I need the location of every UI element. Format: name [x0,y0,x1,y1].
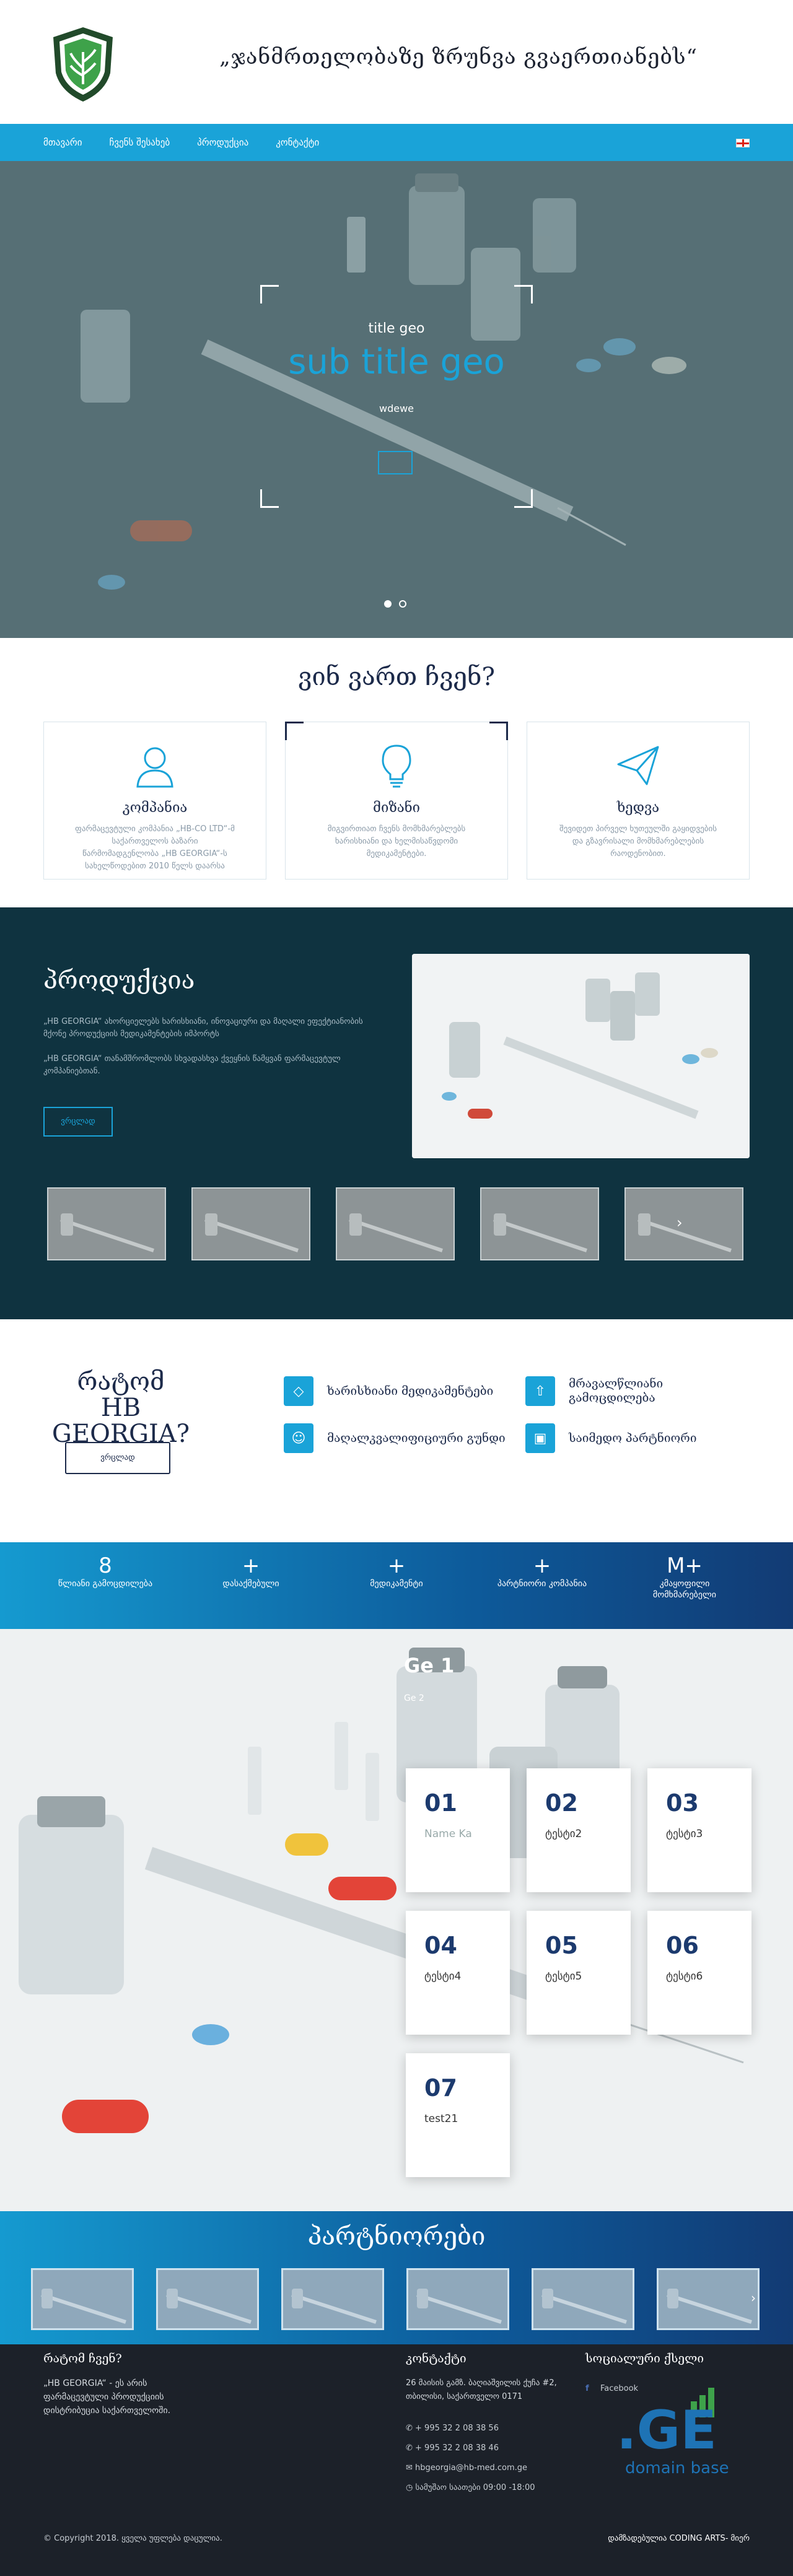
partner-logo[interactable] [31,2268,134,2330]
service-card-text: ტესტი2 [545,1828,582,1840]
stat-label: პარტნიორი კომპანია [497,1579,587,1589]
services-section [0,1629,793,2211]
stat-label: მედიკამენტი [370,1579,423,1589]
partner-logo[interactable] [406,2268,509,2330]
service-card-text: ტესტი5 [545,1970,582,1983]
feature-item [525,1423,696,1453]
service-card[interactable] [647,1911,751,2035]
stat-label: კმაყოფილი მომხმარებელი [652,1579,717,1600]
feature-item [284,1376,493,1406]
card-corner [489,722,508,740]
about-card-title: კომპანია [122,800,188,816]
footer-email[interactable] [406,2463,527,2473]
phone-icon: ✆ [406,2424,416,2433]
paper-plane-icon [613,741,663,790]
partner-logo[interactable] [156,2268,259,2330]
briefcase-icon: ▣ [525,1423,555,1453]
service-card-number: 01 [424,1789,457,1817]
about-card-company [43,722,266,880]
product-thumbnail[interactable] [336,1187,455,1260]
footer-contact-title: კონტაქტი [406,2352,467,2365]
service-card-text: ტესტი4 [424,1970,462,1983]
stat-value: + [387,1553,406,1578]
feature-label: მრავალწლიანი გამოცდილება [569,1377,664,1405]
footer-why-title: რატომ ჩვენ? [43,2352,122,2365]
stat-item [623,1553,747,1600]
footer-address: 26 მაისის გამზ. ბაღიაშვილის ქუჩა #2, თბილისი, საქართველო 0171 [406,2378,557,2401]
service-card-number: 07 [424,2074,457,2102]
about-section [0,638,793,907]
product-thumbnail[interactable] [480,1187,599,1260]
service-card-number: 03 [666,1789,699,1817]
slider-dot[interactable] [384,600,392,608]
svg-text:.GE: .GE [616,2399,717,2461]
user-upload-icon: ⇧ [525,1376,555,1406]
footer-phone-1[interactable] [406,2424,499,2433]
products-text-1: „HB GEORGIA“ ახორციელებს ხარისხიანი, ინოვაციური და მაღალი ეფექტიანობის მქონე პროდუქციის მედიკამენტების იმპორტს [43,1017,363,1039]
service-card[interactable] [406,2053,510,2177]
products-main-image[interactable] [412,954,750,1158]
feature-label: მაღალკვალიფიციური გუნდი [327,1431,506,1445]
georgia-flag-icon[interactable] [736,139,750,147]
nav-item-about[interactable]: ჩვენს შესახებ [109,137,170,148]
service-card-number: 02 [545,1789,578,1817]
service-card-text: ტესტი6 [666,1970,703,1983]
feature-item [284,1423,506,1453]
stat-value: + [533,1553,551,1578]
why-section [0,1319,793,1542]
footer-phone-2[interactable] [406,2443,499,2453]
service-card-text: ტესტი3 [666,1828,703,1840]
stat-value: M+ [667,1553,703,1578]
service-card-number: 04 [424,1932,457,1959]
frame-corner [514,489,533,508]
stat-label: დასაქმებული [222,1579,279,1589]
footer-phone-1-text: + 995 32 2 08 38 56 [415,2424,499,2433]
feature-label: საიმედო პარტნიორი [569,1431,697,1445]
service-card[interactable] [527,1911,631,2035]
chevron-right-icon[interactable]: › [677,1214,683,1231]
why-heading [43,1369,198,1447]
about-card-goal [285,722,508,880]
frame-corner [514,285,533,303]
ge-domain-caption: domain base [625,2459,729,2478]
ge-domain-logo[interactable] [616,2382,740,2481]
stat-item [189,1553,313,1589]
stat-value: 8 [99,1553,112,1578]
lightbulb-icon [372,741,421,790]
hero-title: title geo [368,321,425,336]
facebook-label: Facebook [600,2384,639,2393]
hero-text: wdewe [379,403,414,414]
frame-corner [260,489,279,508]
stat-value: + [242,1553,260,1578]
service-card[interactable] [406,1911,510,2035]
service-card-text: test21 [424,2113,458,2125]
service-card-number: 06 [666,1932,699,1959]
nav-item-products[interactable]: პროდუქცია [197,137,249,148]
feature-item [525,1376,680,1406]
feature-label: ხარისხიანი მედიკამენტები [327,1384,494,1398]
footer-phone-2-text: + 995 32 2 08 38 46 [415,2443,499,2453]
hero-subtitle: sub title geo [288,342,505,382]
team-icon: ☺ [284,1423,313,1453]
products-heading: პროდუქცია [43,966,195,995]
frame-corner [260,285,279,303]
products-text-2: „HB GEORGIA“ თანამშრომლობს სხვადასხვა ქვეყნის წამყვან ფარმაცევტულ კომპანიებთან. [43,1054,341,1076]
service-card-text: Name Ka [424,1828,472,1840]
user-icon [130,741,180,790]
stat-item [43,1553,167,1589]
about-card-title: მიზანი [373,800,420,816]
footer-why-text: „HB GEORGIA“ - ეს არის ფარმაცევტული პროდუქციის დისტრიბუცია საქართველოში. [43,2378,171,2416]
facebook-icon: f [585,2384,589,2393]
hero-slider [0,161,793,638]
stat-label: წლიანი გამოცდილება [58,1579,153,1589]
hero-button[interactable] [378,451,413,474]
footer-hours [406,2483,535,2492]
footer [0,2344,793,2576]
service-card-number: 05 [545,1932,578,1959]
about-card-vision [527,722,750,880]
footer-social-title: სოციალური ქსელი [585,2352,704,2365]
product-thumbnail[interactable] [624,1187,743,1260]
clock-icon: ◷ [406,2483,416,2492]
why-heading-line1: რატომ [77,1368,165,1396]
mail-icon: ✉ [406,2463,416,2473]
diamond-icon: ◇ [284,1376,313,1406]
header [0,0,793,124]
product-photo [412,954,750,1158]
made-by[interactable]: დამზადებულია CODING ARTS- მიერ [608,2534,750,2543]
about-card-text: შევიდეთ პირველ ხუთეულში გაყიდვების და გზავრისალი მომხმარებლების რაოდენობით. [559,824,717,858]
services-heading: Ge 1 [404,1654,455,1677]
hero-frame [260,285,533,508]
service-card[interactable] [647,1768,751,1892]
partner-logo[interactable] [281,2268,384,2330]
service-card[interactable] [527,1768,631,1892]
chevron-right-icon[interactable]: › [751,2290,756,2305]
partner-logo[interactable] [532,2268,634,2330]
nav-item-contact[interactable]: კონტაქტი [276,137,320,148]
phone-icon: ✆ [406,2443,416,2453]
stat-item [480,1553,604,1589]
product-thumbnail[interactable] [47,1187,166,1260]
about-heading: ვინ ვართ ჩვენ? [298,663,495,691]
services-subheading: Ge 2 [404,1693,424,1703]
card-corner [285,722,304,740]
copyright: © Copyright 2018. ყველა უფლება დაცულია. [43,2534,222,2543]
product-thumbnail[interactable] [191,1187,310,1260]
why-heading-line2: HB GEORGIA? [51,1394,190,1448]
about-card-text: ფარმაცევტული კომპანია „HB-CO LTD“-მ საქართველოს ბაზარი წარმომადგენლობა „HB GEORGIA“-ს სახელწოდებით 2010 წელს დაარსა [75,824,235,871]
main-nav [0,124,793,161]
slider-dot[interactable] [399,600,406,608]
footer-hours-text: სამუშაო საათები 09:00 -18:00 [415,2483,535,2492]
products-section [0,907,793,1319]
nav-item-home[interactable]: მთავარი [43,137,82,148]
about-card-text: მიგვირთიათ ჩვენს მომხმარებლებს ხარისხიანი და ხელმისაწვდომი მედიკამენტები. [327,824,466,858]
partners-section [0,2211,793,2344]
footer-email-text: hbgeorgia@hb-med.com.ge [415,2463,528,2473]
products-more-button[interactable]: ვრცლად [43,1107,113,1137]
stat-item [335,1553,458,1589]
about-card-title: ხედვა [616,800,660,816]
site-slogan: „ჯანმრთელობაზე ზრუნვა გვაერთიანებს“ [219,45,698,69]
service-card[interactable] [406,1768,510,1892]
stats-bar [0,1542,793,1629]
slider-dots [384,598,414,610]
partner-logo[interactable] [657,2268,760,2330]
why-more-button[interactable]: ვრცლად [65,1442,170,1474]
partners-heading: პარტნიორები [307,2222,486,2251]
